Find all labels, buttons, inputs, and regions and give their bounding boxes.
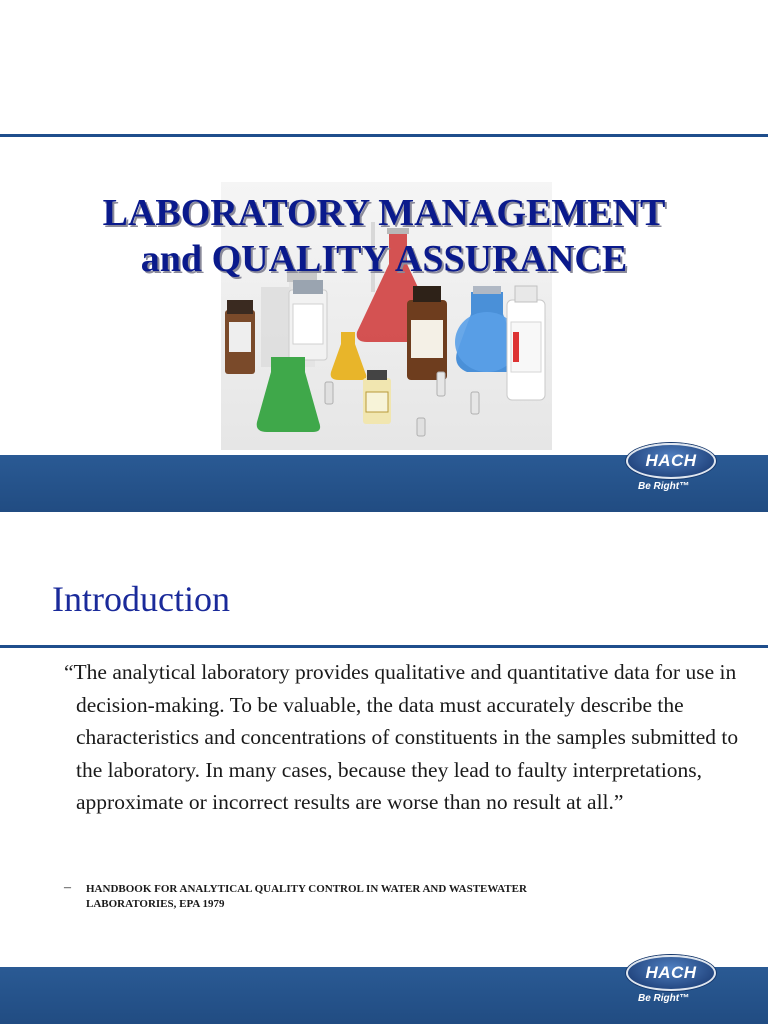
slide-heading: Introduction — [52, 579, 230, 619]
intro-quote: “The analytical laboratory provides qualitative and quantitative data for use in decision-making. To be valuable, the data must accurately describe the characteristics and concentrations of constituents in the samples submitted to the laboratory. In many cases, because they lead to faulty interpretations, approximate or incorrect results are worse than no result at all.” — [64, 660, 739, 814]
heading-rule — [0, 645, 768, 648]
footer-band — [0, 443, 768, 512]
logo-tagline: Be Right™ — [638, 481, 690, 492]
citation-line-2: LABORATORIES, EPA 1979 — [86, 898, 225, 910]
title-line-2: and QUALITY ASSURANCE — [140, 238, 628, 280]
registered-mark: ® — [716, 955, 722, 962]
logo-text: HACH — [645, 451, 697, 470]
registered-mark: ® — [716, 443, 722, 450]
introduction-slide — [0, 512, 768, 1024]
logo-text: HACH — [645, 963, 697, 982]
footer-band — [0, 955, 768, 1024]
logo-tagline: Be Right™ — [638, 993, 690, 1004]
hach-logo — [624, 443, 734, 503]
citation — [64, 880, 686, 912]
header-rule — [0, 134, 768, 137]
hach-logo — [624, 955, 734, 1015]
slide-title — [0, 190, 768, 282]
title-line-1: LABORATORY MANAGEMENT — [102, 192, 666, 234]
citation-line-1: HANDBOOK FOR ANALYTICAL QUALITY CONTROL IN WATER AND WASTEWATER — [86, 883, 527, 895]
citation-dash: – — [64, 880, 71, 895]
